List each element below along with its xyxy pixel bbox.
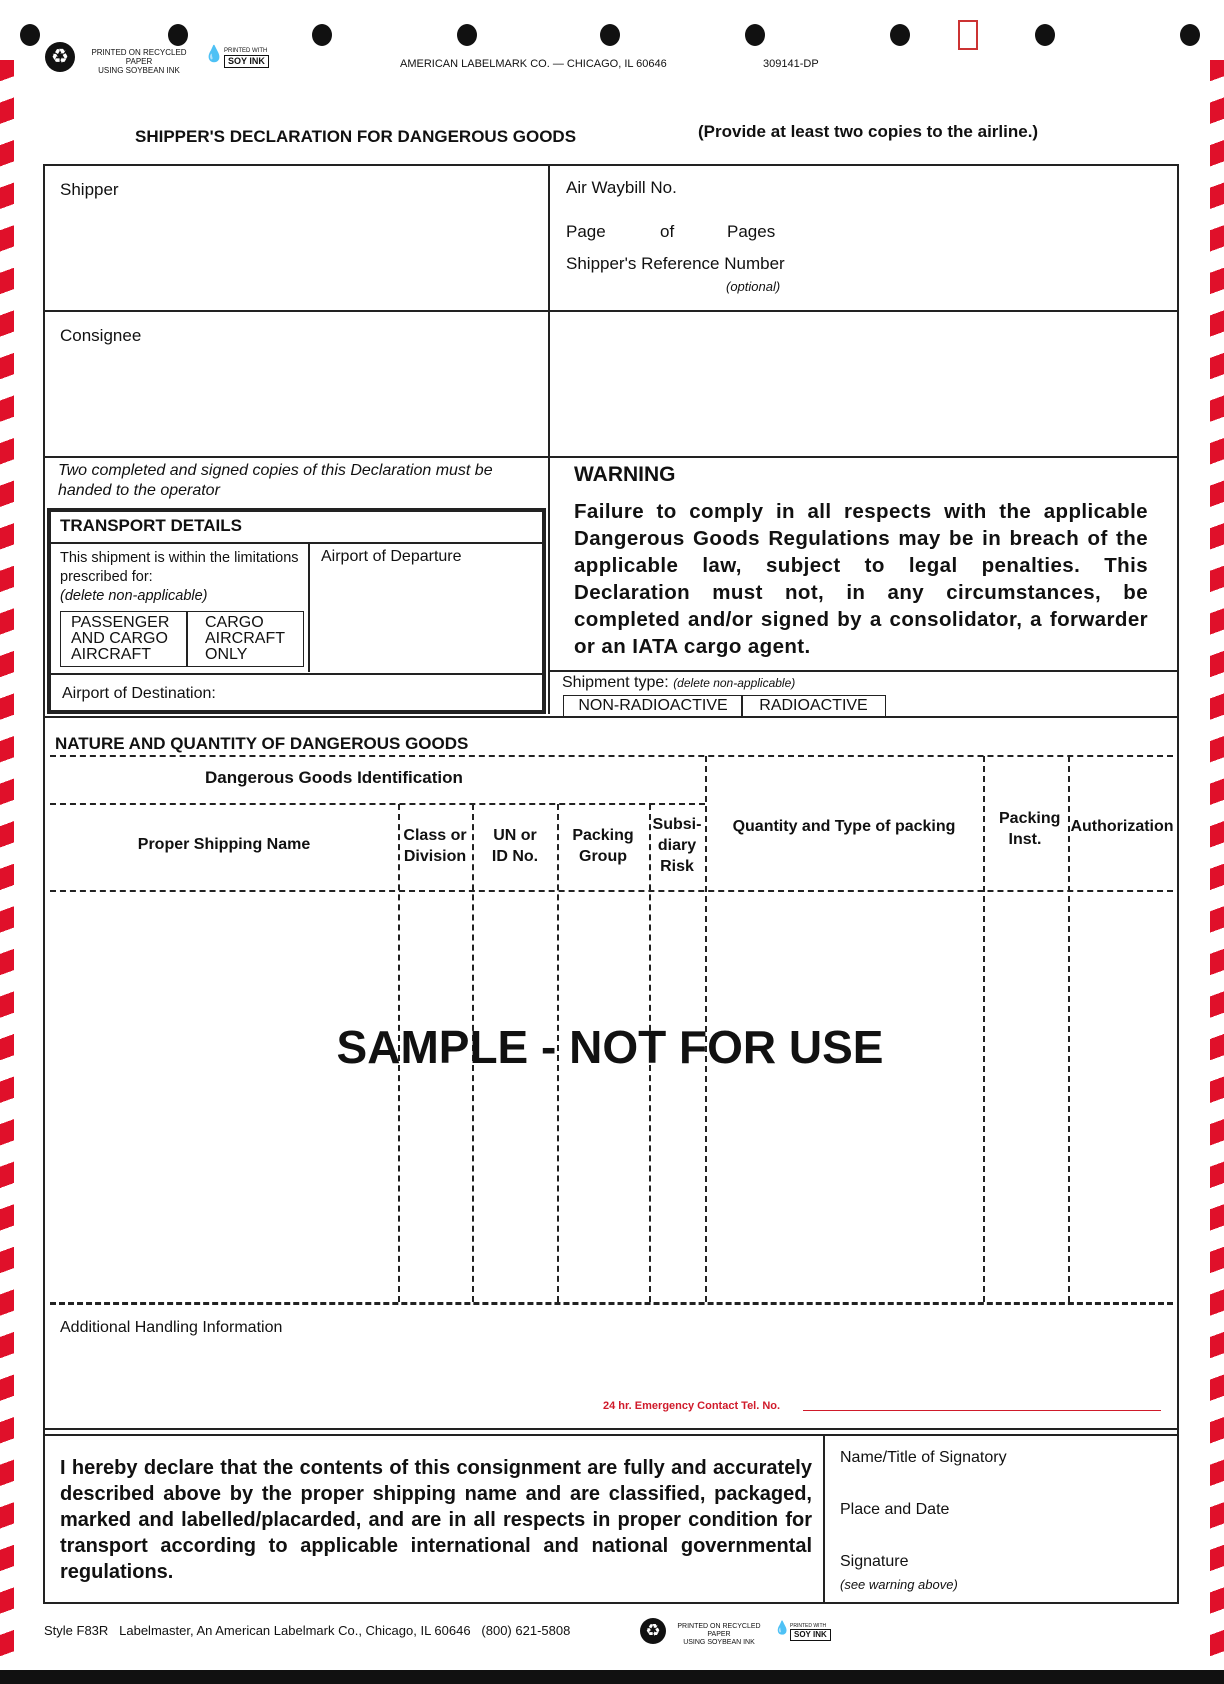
signature-label: Signature xyxy=(840,1553,909,1570)
frame-top xyxy=(43,164,1179,166)
punch-hole xyxy=(20,24,40,46)
recycle-icon: ♻ xyxy=(640,1618,666,1644)
col-packing-inst: Packing Inst. xyxy=(999,810,1061,848)
transport-divider xyxy=(308,544,310,672)
punch-hole xyxy=(312,24,332,46)
page-label: Page xyxy=(566,222,606,241)
dash-rule xyxy=(50,803,705,805)
air-waybill-field[interactable] xyxy=(700,176,1170,198)
soy-ink: SOY INK xyxy=(224,55,269,68)
bottom-edge xyxy=(0,1670,1224,1684)
punch-hole xyxy=(600,24,620,46)
soy-ink-badge xyxy=(224,48,269,68)
shipment-type-note: (delete non-applicable) xyxy=(673,676,796,690)
frame-right xyxy=(1177,164,1179,1604)
place-date-label: Place and Date xyxy=(840,1501,950,1518)
goods-entry-area[interactable] xyxy=(52,895,1172,1300)
frame-left xyxy=(43,164,45,1440)
destination-label: Airport of Destination: xyxy=(62,685,216,702)
footer-soy-ink: SOY INK xyxy=(790,1629,831,1641)
departure-label: Airport of Departure xyxy=(321,548,462,565)
emergency-contact-field[interactable] xyxy=(803,1410,1161,1411)
identification-header: Dangerous Goods Identification xyxy=(205,768,463,787)
emergency-contact-label: 24 hr. Emergency Contact Tel. No. xyxy=(603,1400,781,1412)
signatory-divider xyxy=(823,1434,825,1604)
warning-title: WARNING xyxy=(574,463,676,486)
dash-rule xyxy=(50,755,1173,757)
frame-bottom xyxy=(43,1602,1179,1604)
see-warning-note: (see warning above) xyxy=(840,1577,958,1592)
goods-section-title: NATURE AND QUANTITY OF DANGEROUS GOODS xyxy=(55,734,469,753)
footer-printed-with: PRINTED WITH xyxy=(790,1623,827,1629)
non-radioactive-option[interactable]: NON-RADIOACTIVE xyxy=(563,695,743,717)
handling-label: Additional Handling Information xyxy=(60,1319,283,1336)
footer-recycled-line1: PRINTED ON RECYCLED PAPER xyxy=(677,1623,761,1638)
consignee-label: Consignee xyxy=(60,326,142,345)
row-divider xyxy=(43,310,1179,312)
consignee-field[interactable] xyxy=(50,350,540,450)
punch-hole xyxy=(890,24,910,46)
signature-field[interactable] xyxy=(960,1550,1170,1576)
recycle-icon: ♻ xyxy=(45,42,75,72)
place-date-field[interactable] xyxy=(840,1524,1170,1548)
passenger-cargo-option[interactable]: PASSENGER AND CARGO AIRCRAFT xyxy=(60,611,188,667)
name-title-label: Name/Title of Signatory xyxy=(840,1449,1007,1466)
registration-mark xyxy=(958,20,978,50)
center-divider xyxy=(548,164,550,714)
col-packing-group: Packing Group xyxy=(572,827,634,865)
copies-note: (Provide at least two copies to the airline.) xyxy=(698,122,1039,141)
air-waybill-label: Air Waybill No. xyxy=(566,178,677,197)
punch-hole xyxy=(1180,24,1200,46)
punch-hole xyxy=(1035,24,1055,46)
row-divider xyxy=(43,456,1179,458)
of-label: of xyxy=(660,222,675,241)
soy-drop-icon: 💧 xyxy=(204,46,224,63)
transport-title: TRANSPORT DETAILS xyxy=(60,516,242,535)
page-title: SHIPPER'S DECLARATION FOR DANGEROUS GOODS xyxy=(135,127,577,146)
footer-style: Style F83R Labelmaster, An American Labelmark Co., Chicago, IL 60646 (800) 621-5808 xyxy=(44,1623,571,1638)
row-divider xyxy=(43,1428,1179,1430)
limitations-text: This shipment is within the limitations prescribed for: xyxy=(60,550,299,585)
dash-rule xyxy=(50,890,1173,892)
frame-left-lower xyxy=(43,1434,45,1604)
punch-hole xyxy=(745,24,765,46)
printed-with: PRINTED WITH xyxy=(224,48,268,54)
punch-hole xyxy=(457,24,477,46)
optional-note: (optional) xyxy=(726,279,781,294)
destination-field[interactable] xyxy=(245,682,535,706)
handling-field[interactable] xyxy=(55,1345,1165,1395)
company-line: AMERICAN LABELMARK CO. — CHICAGO, IL 60646 xyxy=(400,58,667,70)
warning-text: Failure to comply in all respects with the applicable Dangerous Goods Regulations may be in breach of the applicable law, subject to legal penalties. This Declaration must not, in any circumstances, be completed and/or signed by a consolidator, a forwarder or an IATA cargo agent. xyxy=(574,500,1148,658)
footer-recycled-line2: USING SOYBEAN INK xyxy=(683,1639,755,1646)
shipper-label: Shipper xyxy=(60,180,119,199)
shipment-type-rule xyxy=(548,670,1178,672)
transport-title-rule xyxy=(51,542,542,544)
recycled-line2: USING SOYBEAN INK xyxy=(98,66,180,75)
soy-drop-icon: 💧 xyxy=(774,1620,791,1635)
radioactive-option[interactable]: RADIOACTIVE xyxy=(741,695,886,717)
col-proper-shipping-name: Proper Shipping Name xyxy=(137,836,311,853)
name-title-field[interactable] xyxy=(840,1472,1170,1496)
col-authorization: Authorization xyxy=(1070,818,1174,835)
recycled-line1: PRINTED ON RECYCLED PAPER xyxy=(91,48,187,66)
footer-soy-badge xyxy=(790,1623,831,1641)
punch-hole xyxy=(168,24,188,46)
cargo-only-option[interactable]: CARGO AIRCRAFT ONLY xyxy=(186,611,304,667)
form-number: 309141-DP xyxy=(763,58,819,70)
delete-note: (delete non-applicable) xyxy=(60,588,208,604)
departure-field[interactable] xyxy=(316,572,536,668)
left-border-stripe xyxy=(0,60,14,1670)
shipment-type-label xyxy=(562,674,795,692)
row-divider xyxy=(43,1434,1179,1436)
col-un-id: UN or ID No. xyxy=(491,827,539,865)
consignee-right-field[interactable] xyxy=(556,318,1171,448)
pages-label: Pages xyxy=(727,222,776,241)
shipment-type-text: Shipment type: xyxy=(562,674,669,691)
col-class-division: Class or Division xyxy=(403,827,467,865)
operator-note: Two completed and signed copies of this Declaration must be handed to the operator xyxy=(58,462,493,499)
transport-bottom-rule xyxy=(51,673,542,675)
sample-watermark: SAMPLE - NOT FOR USE xyxy=(336,1021,884,1073)
row-divider xyxy=(43,716,1179,718)
right-border-stripe xyxy=(1210,60,1224,1670)
reference-label: Shipper's Reference Number xyxy=(566,254,785,273)
goods-bottom-rule xyxy=(50,1302,1173,1305)
shipper-field[interactable] xyxy=(50,205,540,305)
declaration-text: I hereby declare that the contents of this consignment are fully and accurately described above by the proper shipping name and are classified, packaged, marked and labelled/placarded, and are in all respects in proper condition for transport according to applicable international and national governmental regulations. xyxy=(60,1457,812,1583)
col-subsidiary-risk: Subsi- diary Risk xyxy=(652,816,702,875)
col-quantity-type: Quantity and Type of packing xyxy=(732,818,956,835)
